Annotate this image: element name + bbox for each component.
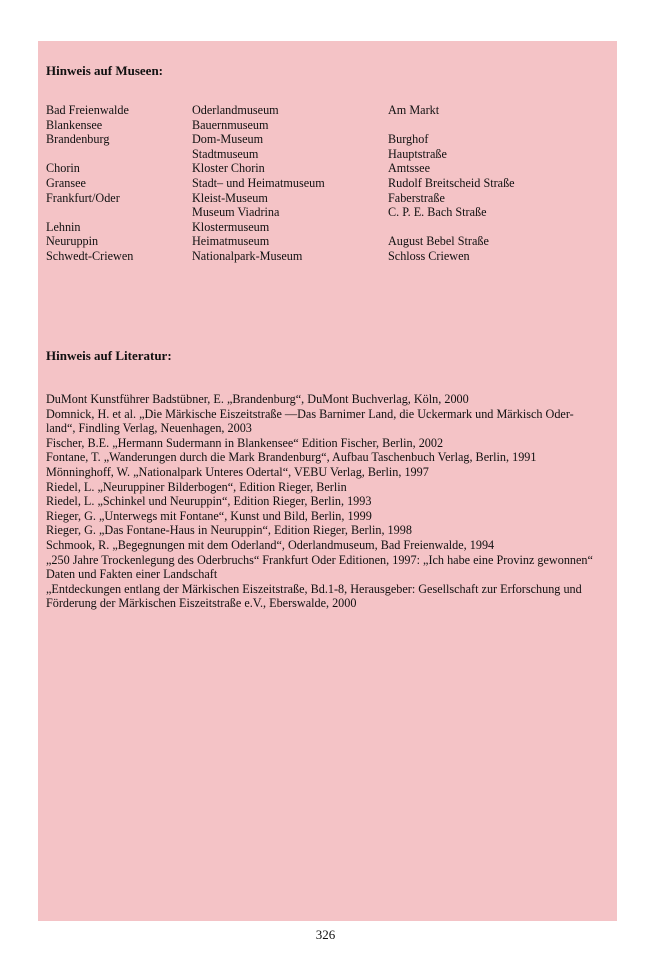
museum-street: Faberstraße <box>388 190 445 205</box>
museum-street: August Bebel Straße <box>388 234 489 249</box>
literature-line: land“, Findling Verlag, Neuenhagen, 2003 <box>46 421 252 436</box>
museum-street: C. P. E. Bach Straße <box>388 205 487 220</box>
literature-line: Rieger, G. „Das Fontane-Haus in Neuruppin“, Edition Rieger, Berlin, 1998 <box>46 523 412 538</box>
museum-name: Oderlandmuseum <box>192 103 279 117</box>
museum-name: Nationalpark-Museum <box>192 248 303 263</box>
literature-line: DuMont Kunstführer Badstübner, E. „Brandenburg“, DuMont Buchverlag, Köln, 2000 <box>46 392 469 406</box>
museum-city: Schwedt-Criewen <box>46 248 134 263</box>
museum-city: Frankfurt/Oder <box>46 190 120 205</box>
museum-name: Bauernmuseum <box>192 117 269 132</box>
literature-line: Förderung der Märkischen Eiszeitstraße e.V., Eberswalde, 2000 <box>46 596 357 611</box>
page-number: 326 <box>315 927 336 942</box>
museum-city: Blankensee <box>46 117 103 132</box>
museum-street: Burghof <box>388 132 429 147</box>
museum-name: Kloster Chorin <box>192 161 265 176</box>
museum-name: Heimatmuseum <box>192 234 270 249</box>
content-panel <box>38 41 617 921</box>
literature-line: Mönninghoff, W. „Nationalpark Unteres Odertal“, VEBU Verlag, Berlin, 1997 <box>46 464 429 479</box>
museum-city: Gransee <box>46 175 86 190</box>
literature-line: Riedel, L. „Schinkel und Neuruppin“, Edition Rieger, Berlin, 1993 <box>46 494 372 509</box>
museum-city: Brandenburg <box>46 132 110 147</box>
museum-street: Hauptstraße <box>388 146 447 161</box>
literature-line: „Entdeckungen entlang der Märkischen Eiszeitstraße, Bd.1-8, Herausgeber: Gesellschaft zur Erforschung und <box>46 581 582 596</box>
literature-line: Domnick, H. et al. „Die Märkische Eiszeitstraße —Das Barnimer Land, die Uckermark und Märkisch Oder- <box>46 406 574 421</box>
museum-name: Stadtmuseum <box>192 146 259 161</box>
literature-line: Fischer, B.E. „Hermann Sudermann in Blankensee“ Edition Fischer, Berlin, 2002 <box>46 435 444 450</box>
literature-heading: Hinweis auf Literatur: <box>46 348 172 363</box>
museum-street: Schloss Criewen <box>388 248 470 263</box>
museum-name: Klostermuseum <box>192 219 270 234</box>
museums-heading: Hinweis auf Museen: <box>46 63 163 78</box>
museum-street: Rudolf Breitscheid Straße <box>388 175 515 190</box>
literature-line: Fontane, T. „Wanderungen durch die Mark Brandenburg“, Aufbau Taschenbuch Verlag, Berlin, 1991 <box>46 450 537 465</box>
museum-name: Dom-Museum <box>192 132 264 147</box>
museum-city: Neuruppin <box>46 234 99 249</box>
literature-line: Rieger, G. „Unterwegs mit Fontane“, Kunst und Bild, Berlin, 1999 <box>46 508 372 523</box>
literature-line: Daten und Fakten einer Landschaft <box>46 567 218 582</box>
literature-list <box>46 392 612 611</box>
literature-line: Riedel, L. „Neuruppiner Bilderbogen“, Edition Rieger, Berlin <box>46 479 347 494</box>
literature-line: Schmook, R. „Begegnungen mit dem Oderland“, Oderlandmuseum, Bad Freienwalde, 1994 <box>46 537 495 552</box>
literature-line: „250 Jahre Trockenlegung des Oderbruchs“ Frankfurt Oder Editionen, 1997: „Ich habe eine Provinz gewonnen“ <box>46 552 593 567</box>
museum-city: Bad Freienwalde <box>46 103 129 117</box>
museum-name: Museum Viadrina <box>192 205 280 220</box>
museum-city: Lehnin <box>46 219 81 234</box>
museum-name: Stadt– und Heimatmuseum <box>192 175 325 190</box>
museum-city: Chorin <box>46 161 80 176</box>
museum-street: Amtssee <box>388 161 430 176</box>
museum-street: Am Markt <box>388 103 440 117</box>
museum-name: Kleist-Museum <box>192 190 268 205</box>
